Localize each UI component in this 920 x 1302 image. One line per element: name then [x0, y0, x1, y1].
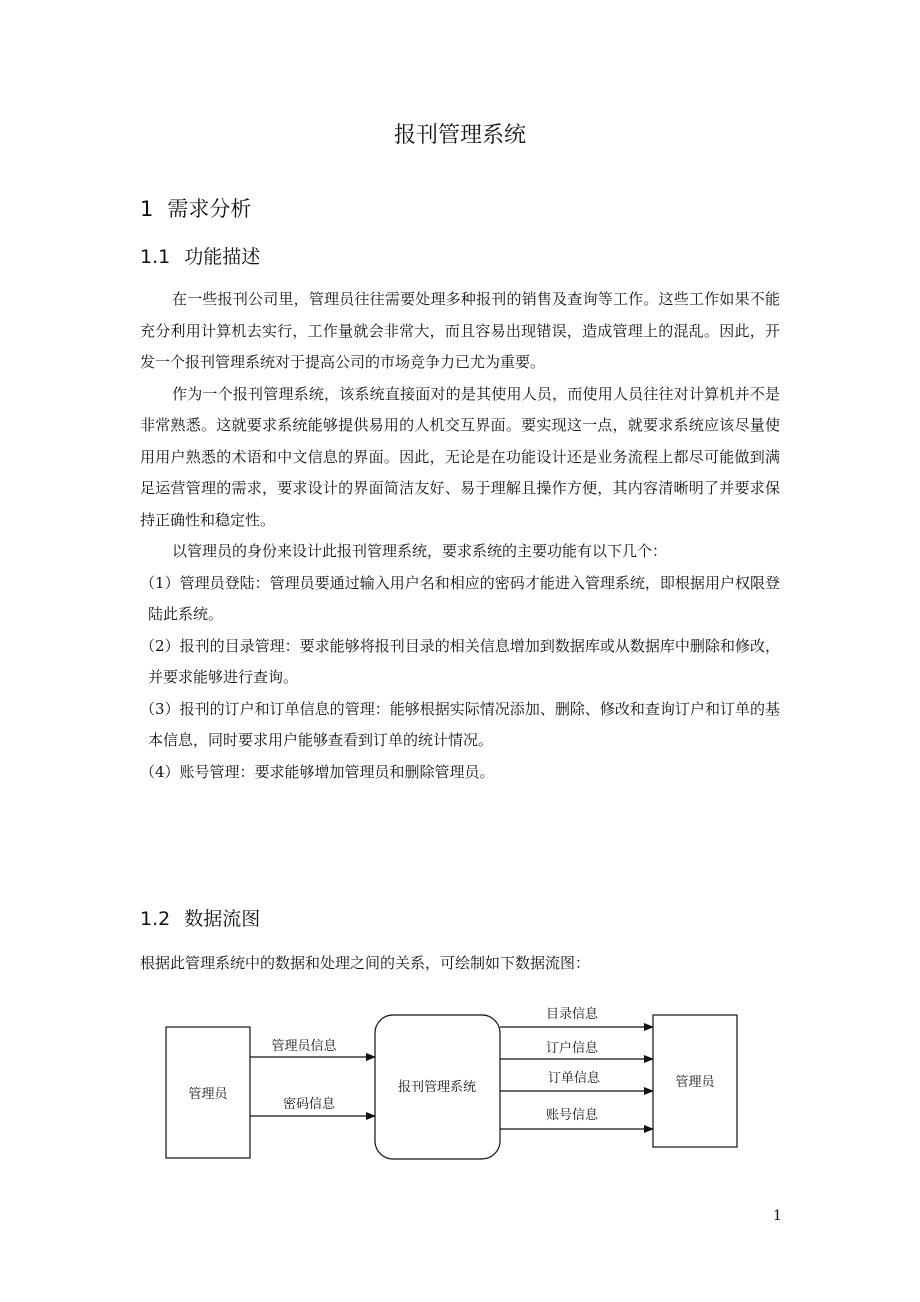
section-number: 1	[140, 197, 154, 221]
flow-label: 管理员信息	[271, 1039, 337, 1054]
flow-label: 订单信息	[547, 1071, 601, 1086]
right-entity-label: 管理员	[675, 1075, 715, 1090]
flow-label: 账号信息	[545, 1108, 599, 1123]
flow-label: 密码信息	[282, 1097, 336, 1112]
diagram-intro: 根据此管理系统中的数据和处理之间的关系，可绘制如下数据流图：	[140, 954, 591, 972]
section-number: 1.1	[140, 246, 171, 268]
section-title: 功能描述	[184, 246, 261, 268]
page-number: 1	[773, 1208, 782, 1224]
section-number: 1.2	[140, 908, 171, 930]
list-item: （3）报刊的订户和订单信息的管理：能够根据实际情况添加、删除、修改和查询订户和订单的基本信息，同时要求用户能够查看到订单的统计情况。	[140, 699, 780, 749]
process-label: 报刊管理系统	[397, 1080, 477, 1095]
list-item: （1）管理员登陆：管理员要通过输入用户名和相应的密码才能进入管理系统，即根据用户权限登陆此系统。	[140, 573, 780, 623]
section-title: 数据流图	[184, 908, 261, 930]
flow-label: 订户信息	[545, 1041, 599, 1056]
list-item: （4）账号管理：要求能够增加管理员和删除管理员。	[140, 762, 495, 781]
list-item: （2）报刊的目录管理：要求能够将报刊目录的相关信息增加到数据库或从数据库中删除和修改，并要求能够进行查询。	[140, 636, 780, 686]
paragraph: 作为一个报刊管理系统，该系统直接面对的是其使用人员，而使用人员往往对计算机并不是非常熟悉。这就要求系统能够提供易用的人机交互界面。要实现这一点，就要求系统应该尽量使用用户熟悉的术语和中文信息的界面。因此，无论是在功能设计还是业务流程上都尽可能做到满足运营管理的需求，要求设计的界面简洁友好、易于理解且操作方便，其内容清晰明了并要求保持正确性和稳定性。	[140, 384, 780, 529]
left-entity-label: 管理员	[188, 1087, 228, 1102]
paragraph: 以管理员的身份来设计此报刊管理系统，要求系统的主要功能有以下几个：	[172, 542, 668, 560]
paragraph: 在一些报刊公司里，管理员往往需要处理多种报刊的销售及查询等工作。这些工作如果不能充分利用计算机去实行，工作量就会非常大，而且容易出现错误，造成管理上的混乱。因此，开发一个报刊管理系统对于提高公司的市场竞争力已尤为重要。	[140, 290, 780, 371]
flow-label: 目录信息	[545, 1007, 599, 1022]
section-title: 需求分析	[167, 197, 252, 221]
document-title: 报刊管理系统	[393, 123, 526, 148]
